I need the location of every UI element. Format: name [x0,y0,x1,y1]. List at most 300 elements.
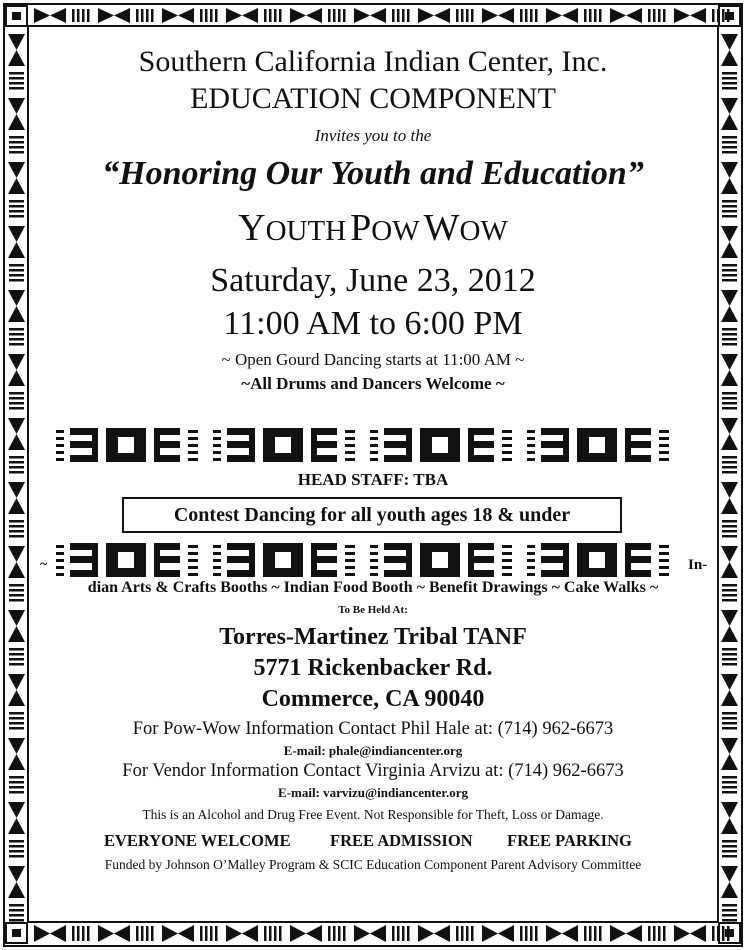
border-corner-center [725,929,734,937]
border-bar [9,520,24,523]
border-bar [525,926,528,941]
border-bar [520,926,523,941]
border-bar [82,926,85,941]
border-chevron [690,925,706,942]
band-tick [188,451,198,454]
border-bar [456,9,459,22]
activities-lead-tilde: ~ [40,557,48,572]
border-bar [594,9,597,22]
border-bar [722,914,737,917]
border-bar [722,397,737,400]
band-tick [345,444,355,447]
border-bar [392,9,395,22]
band-tick [527,430,535,433]
border-bar [72,926,75,941]
band-bar [154,441,180,448]
border-chevron [290,8,306,23]
border-bar [136,9,139,22]
border-chevron [50,925,66,942]
band-bar [541,441,567,448]
band-tick [56,573,64,576]
band-box-hole [589,552,605,568]
band-tick [56,566,64,569]
border-bar [151,926,154,941]
event-time: 11:00 AM to 6:00 PM [223,305,523,342]
band-tick [56,437,64,440]
band-tick [213,458,221,461]
band-tick [345,451,355,454]
border-chevron [8,562,25,578]
band-bar [154,428,180,435]
border-chevron [721,418,738,434]
band-tick [188,559,198,562]
border-bar [9,466,24,469]
decorative-pattern-band [56,541,690,579]
border-bar [9,904,24,907]
border-bar [648,926,651,941]
border-bar [9,530,24,533]
border-bar [722,926,725,941]
band-tick [659,566,669,569]
band-tick [502,566,512,569]
band-tick [213,545,221,548]
band-bar [70,455,96,462]
border-bar [9,914,24,917]
band-tick [502,458,512,461]
border-bar [722,461,737,464]
border-bar [141,926,144,941]
band-tick [659,573,669,576]
band-tick [659,451,669,454]
border-chevron [306,925,322,942]
border-bar [722,840,737,843]
border-bar [712,9,715,22]
band-bar [541,543,567,550]
border-bar [722,599,737,602]
band-tick [502,545,512,548]
border-bar [589,926,592,941]
border-chevron [8,546,25,562]
border-bar [9,535,24,538]
band-bar [468,441,494,448]
border-bar [653,9,656,22]
border-bar [722,850,737,853]
border-bar [9,919,24,922]
band-tick [213,451,221,454]
border-bar [402,9,405,22]
border-bar [9,850,24,853]
free-admission: FREE ADMISSION [330,831,473,850]
border-bar [525,9,528,22]
band-bar [154,556,180,563]
band-tick [56,552,64,555]
border-bar [9,200,24,203]
border-bar [402,926,405,941]
border-chevron [8,434,25,450]
band-bar [311,455,337,462]
band-tick [502,559,512,562]
band-bar [625,441,651,448]
border-bar [77,9,80,22]
border-bar [584,9,587,22]
border-chevron [498,8,514,23]
border-bar [722,456,737,459]
border-chevron [610,925,626,942]
border-chevron [226,925,242,942]
band-bar [384,556,410,563]
border-bar [72,9,75,22]
border-chevron [546,925,562,942]
border-bar [594,926,597,941]
border-bar [264,926,267,941]
border-chevron [98,925,114,942]
border-chevron [370,8,386,23]
border-bar [461,9,464,22]
border-bar [722,466,737,469]
band-tick [502,430,512,433]
band-tick [527,451,535,454]
band-tick [659,458,669,461]
band-tick [188,437,198,440]
band-bar [468,428,494,435]
band-tick [370,444,378,447]
border-bar [279,9,282,22]
border-bar [200,9,203,22]
band-tick [527,552,535,555]
band-tick [370,573,378,576]
border-bar [9,845,24,848]
band-bar [70,570,96,577]
title-letter: P [350,207,372,249]
border-bar [9,146,24,149]
band-tick [527,458,535,461]
band-tick [527,573,535,576]
band-tick [56,559,64,562]
border-bar [461,926,464,941]
band-box-hole [118,552,134,568]
border-bar [658,926,661,941]
border-bar [205,926,208,941]
band-tick [213,552,221,555]
gourd-dancing-note: ~ Open Gourd Dancing starts at 11:00 AM ~ [221,350,525,369]
band-bar [384,428,410,435]
border-chevron [34,925,50,942]
border-chevron [721,434,738,450]
border-bar [269,926,272,941]
band-bar [541,556,567,563]
band-bar [625,570,651,577]
band-bar [227,543,253,550]
band-bar [468,543,494,550]
band-tick [502,573,512,576]
border-chevron [674,925,690,942]
border-bar [653,926,656,941]
border-bar [146,926,149,941]
border-bar [210,926,213,941]
border-chevron [8,498,25,514]
band-tick [188,430,198,433]
band-tick [56,451,64,454]
band-tick [370,559,378,562]
band-tick [345,437,355,440]
border-bar [722,343,737,346]
border-bar [9,343,24,346]
border-bar [274,926,277,941]
border-chevron [418,925,434,942]
border-corner-center [725,12,734,20]
band-tick [370,458,378,461]
border-bar [141,9,144,22]
band-bar [70,543,96,550]
band-bar [227,441,253,448]
border-chevron [626,925,642,942]
border-bar [9,407,24,410]
band-tick [213,573,221,576]
organization-name: Southern California Indian Center, Inc. [138,45,608,78]
powwow-contact: For Pow-Wow Information Contact Phil Hale at: (714) 962-6673 [132,719,614,739]
border-bar [77,926,80,941]
border-chevron [482,8,498,23]
border-chevron [370,925,386,942]
band-tick [527,437,535,440]
band-tick [502,451,512,454]
band-tick [188,566,198,569]
band-bar [70,441,96,448]
band-box-hole [118,437,134,453]
band-bar [384,543,410,550]
band-tick [659,552,669,555]
border-bar [392,926,395,941]
border-bar [584,926,587,941]
band-bar [625,428,651,435]
band-tick [659,437,669,440]
border-chevron [114,8,130,23]
border-bar [200,926,203,941]
band-tick [345,430,355,433]
border-bar [397,926,400,941]
band-tick [527,559,535,562]
border-bar [9,456,24,459]
band-tick [56,430,64,433]
border-corner-center [12,929,21,937]
border-bar [648,9,651,22]
band-bar [468,556,494,563]
band-bar [311,441,337,448]
border-chevron [562,925,578,942]
border-chevron [418,8,434,23]
border-bar [722,919,737,922]
band-tick [345,573,355,576]
band-bar [541,570,567,577]
border-chevron [226,8,242,23]
venue-name: Torres-Martinez Tribal TANF [219,624,527,650]
border-bar [328,9,331,22]
band-tick [345,545,355,548]
event-theme: “Honoring Our Youth and Education” [102,155,644,192]
event-date: Saturday, June 23, 2012 [210,262,536,299]
band-bar [625,455,651,462]
border-chevron [354,925,370,942]
border-bar [599,926,602,941]
border-bar [535,9,538,22]
border-chevron [242,8,258,23]
band-tick [370,430,378,433]
decorative-pattern-band [56,426,690,464]
band-tick [345,559,355,562]
band-tick [188,458,198,461]
band-tick [502,552,512,555]
band-bar [311,556,337,563]
border-bar [333,9,336,22]
border-bar [343,926,346,941]
band-bar [541,428,567,435]
border-chevron [610,8,626,23]
band-box-hole [589,437,605,453]
band-tick [213,444,221,447]
border-bar [722,200,737,203]
band-tick [188,545,198,548]
band-tick [345,566,355,569]
border-chevron [34,8,50,23]
border-bar [658,9,661,22]
border-chevron [114,925,130,942]
band-tick [345,552,355,555]
funding-note: Funded by Johnson O’Malley Program & SCIC Education Component Parent Advisory Committee [104,857,642,872]
border-chevron [290,925,306,942]
border-bar [722,9,725,22]
border-chevron [482,925,498,942]
band-tick [370,552,378,555]
band-tick [56,444,64,447]
contest-dancing-box: Contest Dancing for all youth ages 18 & under [122,497,622,533]
border-bar [205,9,208,22]
band-tick [213,437,221,440]
band-box-hole [275,437,291,453]
band-bar [227,428,253,435]
border-bar [722,525,737,528]
venue-street: 5771 Rickenbacker Rd. [253,655,493,681]
border-bar [87,926,90,941]
vendor-email: E-mail: varvizu@indiancenter.org [278,785,468,800]
band-bar [227,455,253,462]
invite-text: Invites you to the [314,126,432,145]
band-bar [384,570,410,577]
band-tick [213,566,221,569]
band-tick [56,545,64,548]
powwow-email: E-mail: phale@indiancenter.org [283,743,463,758]
vendor-contact: For Vendor Information Contact Virginia Arvizu at: (714) 962-6673 [122,761,624,781]
border-bar [471,926,474,941]
band-bar [70,556,96,563]
border-chevron [690,8,706,23]
border-bar [264,9,267,22]
band-bar [154,543,180,550]
border-bar [151,9,154,22]
border-chevron [50,8,66,23]
band-tick [502,437,512,440]
border-chevron [674,8,690,23]
border-bar [466,926,469,941]
drums-dancers-welcome: ~All Drums and Dancers Welcome ~ [241,374,505,393]
title-letter: Y [238,207,266,249]
border-bar [722,845,737,848]
band-tick [659,430,669,433]
title-letter: W [423,207,460,249]
band-bar [384,441,410,448]
disclaimer: This is an Alcohol and Drug Free Event. Not Responsible for Theft, Loss or Damage. [142,807,604,822]
band-tick [370,437,378,440]
band-bar [541,455,567,462]
border-bar [328,926,331,941]
border-bar [397,9,400,22]
border-chevron [434,8,450,23]
border-bar [712,926,715,941]
border-chevron [98,8,114,23]
band-tick [213,430,221,433]
border-bar [407,9,410,22]
border-bar [9,599,24,602]
border-bar [343,9,346,22]
border-bar [9,402,24,405]
border-bar [599,9,602,22]
border-bar [722,407,737,410]
border-bar [9,397,24,400]
border-chevron [8,882,25,898]
band-tick [370,566,378,569]
border-chevron [562,8,578,23]
activities-list: dian Arts & Crafts Booths ~ Indian Food Booth ~ Benefit Drawings ~ Cake Walks ~ [87,579,659,596]
band-bar [311,570,337,577]
border-bar [274,9,277,22]
event-title [0,206,746,250]
border-bar [338,926,341,941]
border-bar [530,9,533,22]
band-box-hole [432,437,448,453]
border-bar [520,9,523,22]
band-bar [227,556,253,563]
border-chevron [242,925,258,942]
activities-lead-in: In- [688,557,708,573]
border-bar [722,402,737,405]
band-tick [527,566,535,569]
band-tick [659,559,669,562]
border-bar [82,9,85,22]
border-bar [210,9,213,22]
border-bar [663,9,666,22]
border-bar [722,530,737,533]
border-chevron [434,925,450,942]
border-bar [466,9,469,22]
border-bar [136,926,139,941]
band-tick [659,444,669,447]
band-tick [370,451,378,454]
band-bar [625,543,651,550]
border-chevron [498,925,514,942]
border-chevron [721,546,738,562]
band-tick [345,458,355,461]
border-chevron [8,418,25,434]
border-bar [722,520,737,523]
border-bar [722,904,737,907]
border-bar [722,146,737,149]
border-bar [530,926,533,941]
border-chevron [626,8,642,23]
border-bar [722,151,737,154]
border-bar [333,926,336,941]
band-tick [56,458,64,461]
border-bar [456,926,459,941]
everyone-welcome: EVERYONE WELCOME [104,831,291,850]
